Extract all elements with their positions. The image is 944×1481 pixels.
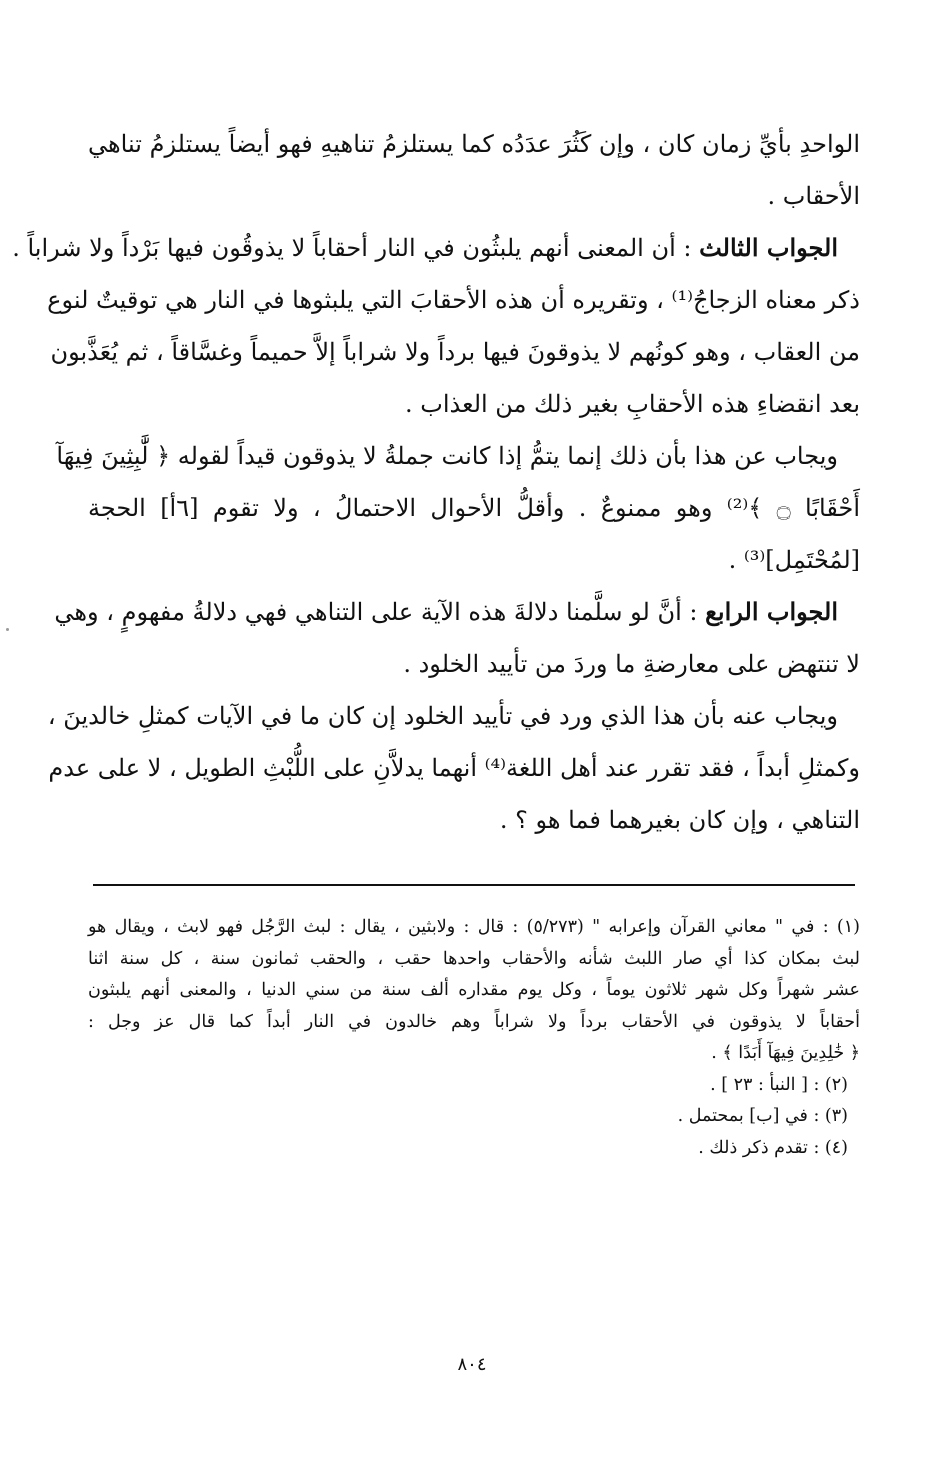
text-line: من العقاب ، وهو كونُهم لا يذوقونَ فيها برداً ولا شراباً إلاَّ حميماً وغسَّاقاً ، ثم يُعَذَّبون: [50, 338, 860, 366]
footnote-2: (٢) : [ النبأ : ٢٣ ] .: [710, 1074, 848, 1095]
text-line: أَحْقَابًا ۝ ﴾⁽²⁾ وهو ممنوعٌ . وأقلُّ الأحوال الاحتمالُ ، ولا تقوم [٦أ] الحجة: [88, 494, 861, 522]
text-line: الأحقاب .: [767, 182, 860, 210]
section-heading: الجواب الرابع: [705, 597, 838, 626]
section-heading: الجواب الثالث: [699, 233, 838, 262]
text-span: : أنَّ لو سلَّمنا دلالةَ هذه الآية على التناهي فهي دلالةُ مفهومٍ ، وهي: [54, 598, 698, 626]
footnote-separator: [93, 884, 855, 886]
text-line: التناهي ، وإن كان بغيرهما فما هو ؟ .: [499, 806, 860, 834]
text-line: ويجاب عنه بأن هذا الذي ورد في تأييد الخلود إن كان ما في الآيات كمثلِ خالدينَ ،: [47, 702, 838, 730]
margin-speck: [6, 628, 9, 631]
text-span: : أن المعنى أنهم يلبثُون في النار أحقاباً لا يذوقُون فيها بَرْداً ولا شراباً .: [12, 234, 692, 262]
text-line: لا تنتهض على معارضةِ ما وردَ من تأييد الخلود .: [403, 650, 860, 678]
paragraph-answer-three: [12, 222, 860, 274]
footnote-line: لبث بمكان كذا أي صار اللبث شأنه والأحقاب واحدها حقب ، والحقب ثمانون سنة ، كل سنة اثنا: [88, 948, 860, 969]
text-line: بعد انقضاءِ هذه الأحقابِ بغير ذلك من العذاب .: [405, 390, 860, 418]
footnotes: [88, 912, 860, 1164]
text-line: ويجاب عن هذا بأن ذلك إنما يتمُّ إذا كانت جملةُ لا يذوقون قيداً لقوله ﴿ لَّٰبِثِينَ فِيهَآ: [56, 442, 838, 470]
page-number: ٨٠٤: [457, 1354, 487, 1375]
footnote-line: عشر شهراً وكل شهر ثلاثون يوماً ، وكل يوم مقداره ألف سنة من سني الدنيا ، والمعنى أنهم يلبثون: [88, 980, 860, 1000]
footnote-3: (٣) : في [ب] بمحتمل .: [677, 1106, 848, 1126]
text-line: الواحدِ بأيِّ زمان كان ، وإن كَثُرَ عدَدُه كما يستلزمُ تناهيهِ فهو أيضاً يستلزمُ تناهي: [88, 130, 860, 158]
text-line: [لمُحْتَمِل]⁽³⁾ .: [728, 546, 860, 574]
paragraph-answer-four: [54, 586, 860, 638]
footnote-line: (١) : في " معاني القرآن وإعرابه " (٥/٢٧٣) : قال : ولابثين ، يقال : لبث الرَّجُل فهو لابث ، ويقال هو: [88, 917, 860, 937]
footnote-4: (٤) : تقدم ذكر ذلك .: [698, 1137, 848, 1158]
text-line: ذكر معناه الزجاجُ⁽¹⁾ ، وتقريره أن هذه الأحقابَ التي يلبثوها في النار هي توقيتٌ لنوع: [47, 286, 860, 314]
text-line: وكمثلِ أبداً ، فقد تقرر عند أهل اللغة⁽⁴⁾ أنهما يدلاَّنِ على اللُّبْثِ الطويل ، لا على عدم: [48, 754, 860, 782]
main-text: [12, 118, 861, 846]
footnote-line: أحقاباً لا يذوقون في الأحقاب برداً ولا شراباً وهم خالدون في النار أبداً كما قال عز وجل :: [88, 1011, 860, 1032]
footnote-line: ﴿ خَٰلِدِينَ فِيهَآ أَبَدًا ﴾ .: [711, 1043, 860, 1063]
